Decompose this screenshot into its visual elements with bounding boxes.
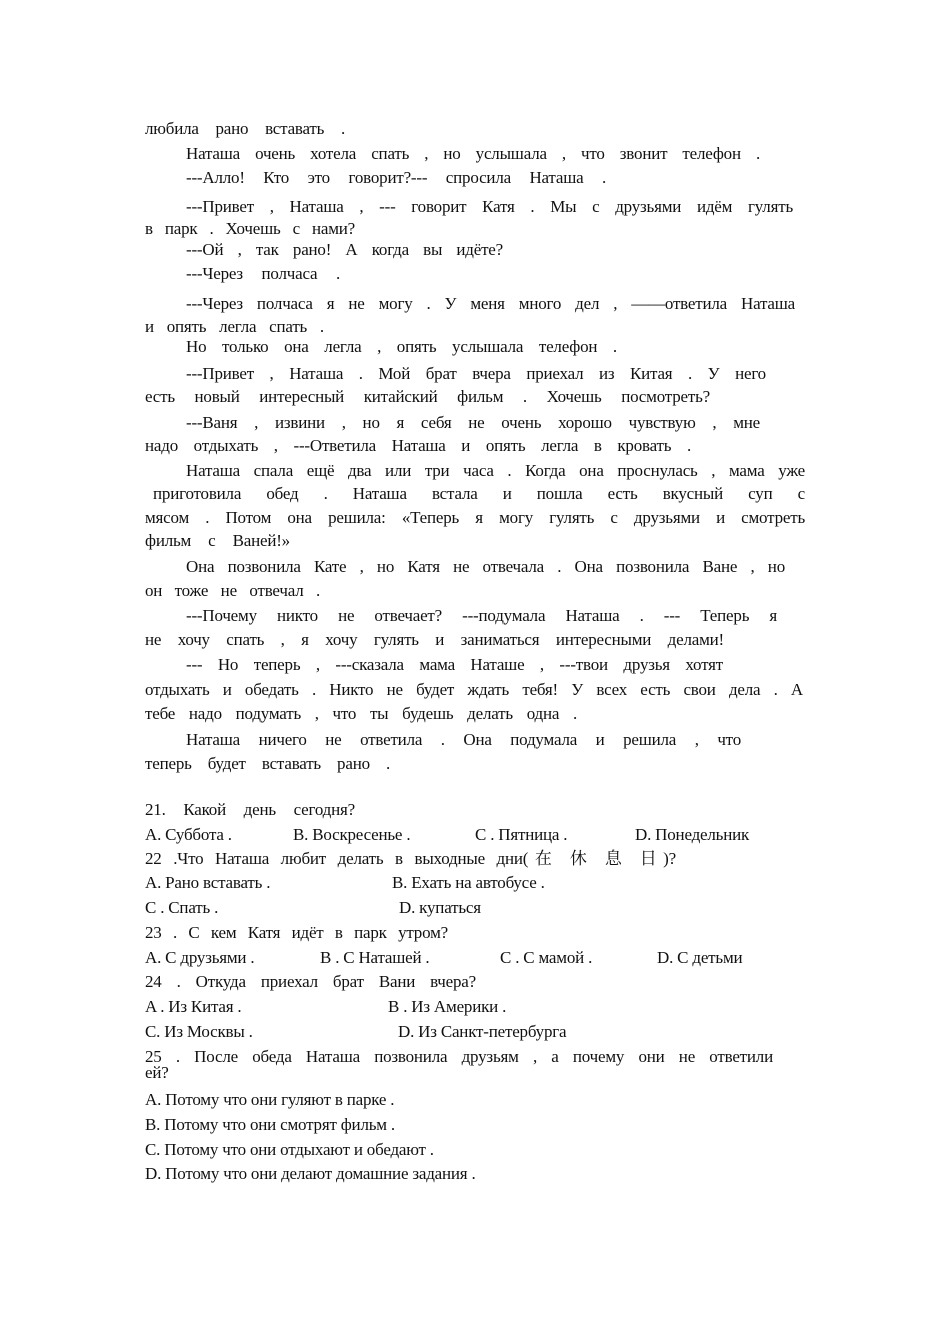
answer-option: B . Из Америки . — [388, 997, 507, 1016]
story-line: ---Привет , Наташа , --- говорит Катя . Мы с друзьями идём гулять — [186, 197, 793, 216]
answer-option: C. Из Москвы . — [145, 1022, 253, 1041]
answer-option: C . С мамой . — [500, 948, 593, 967]
answer-option: B . С Наташей . — [320, 948, 430, 967]
story-line: он тоже не отвечал . — [145, 581, 320, 600]
answer-option: A . Из Китая . — [145, 997, 242, 1016]
answer-option: D. Понедельник — [635, 825, 750, 844]
story-line: ---Алло! Кто это говорит?--- спросила Наташа . — [186, 168, 606, 187]
story-line: ---Привет , Наташа . Мой брат вчера приехал из Китая . У него — [186, 364, 766, 383]
answer-option: A. Суббота . — [145, 825, 232, 844]
story-line: ---Ваня , извини , но я себя не очень хорошо чувствую , мне — [186, 413, 760, 432]
story-line: ---Ой , так рано! А когда вы идёте? — [186, 240, 503, 259]
answer-option: B. Потому что они смотрят фильм . — [145, 1115, 395, 1134]
story-line: теперь будет вставать рано . — [145, 754, 390, 773]
answer-option: B. Воскресенье . — [293, 825, 411, 844]
story-line: надо отдыхать , ---Ответила Наташа и опять легла в кровать . — [145, 436, 691, 455]
story-line: фильм с Ваней!» — [145, 531, 290, 550]
answer-option: A. С друзьями . — [145, 948, 255, 967]
answer-option: D. С детьми — [657, 948, 743, 967]
answer-option: A. Рано вставать . — [145, 873, 271, 892]
story-line: Она позвонила Кате , но Катя не отвечала . Она позвонила Ване , но — [186, 557, 785, 576]
answer-option: D. Потому что они делают домашние задания . — [145, 1164, 476, 1183]
answer-option: B. Ехать на автобусе . — [392, 873, 545, 892]
answer-option: C . Спать . — [145, 898, 219, 917]
question-text: 22 .Что Наташа любит делать в выходные дни(在 休 息 日)? — [145, 849, 676, 868]
story-line: --- Но теперь , ---сказала мама Наташе , ---твои друзья хотят — [186, 655, 723, 674]
answer-option: C . Пятница . — [475, 825, 568, 844]
question-text: 21. Какой день сегодня? — [145, 800, 355, 819]
story-line: мясом . Потом она решила: «Теперь я могу гулять с друзьями и смотреть — [145, 508, 805, 527]
story-line: ---Почему никто не отвечает? ---подумала Наташа . --- Теперь я — [186, 606, 777, 625]
answer-option: A. Потому что они гуляют в парке . — [145, 1090, 395, 1109]
question-text: 24 . Откуда приехал брат Вани вчера? — [145, 972, 476, 991]
story-line: не хочу спать , я хочу гулять и заниматься интересными делами! — [145, 630, 724, 649]
story-line: отдыхать и обедать . Никто не будет ждать тебя! У всех есть свои дела . А — [145, 680, 803, 699]
story-line: приготовила обед . Наташа встала и пошла есть вкусный суп с — [153, 484, 805, 503]
answer-option: C. Потому что они отдыхают и обедают . — [145, 1140, 434, 1159]
story-line: ---Через полчаса я не могу . У меня много дел , ——ответила Наташа — [186, 294, 795, 313]
story-line: в парк . Хочешь с нами? — [145, 219, 355, 238]
story-line: Но только она легла , опять услышала телефон . — [186, 337, 617, 356]
story-line: и опять легла спать . — [145, 317, 324, 336]
question-text: ей? — [145, 1063, 169, 1082]
story-line: ---Через полчаса . — [186, 264, 340, 283]
answer-option: D. Из Санкт-петербурга — [398, 1022, 567, 1041]
story-line: Наташа спала ещё два или три часа . Когда она проснулась , мама уже — [186, 461, 805, 480]
story-line: Наташа ничего не ответила . Она подумала и решила , что — [186, 730, 741, 749]
story-line: Наташа очень хотела спать , но услышала , что звонит телефон . — [186, 144, 760, 163]
story-line: тебе надо подумать , что ты будешь делать одна . — [145, 704, 577, 723]
story-line: есть новый интересный китайский фильм . Хочешь посмотреть? — [145, 387, 710, 406]
question-text: 25 . После обеда Наташа позвонила друзьям , а почему они не ответили — [145, 1047, 773, 1066]
answer-option: D. купаться — [399, 898, 481, 917]
question-text: 23 . С кем Катя идёт в парк утром? — [145, 923, 448, 942]
story-line: любила рано вставать . — [145, 119, 345, 138]
